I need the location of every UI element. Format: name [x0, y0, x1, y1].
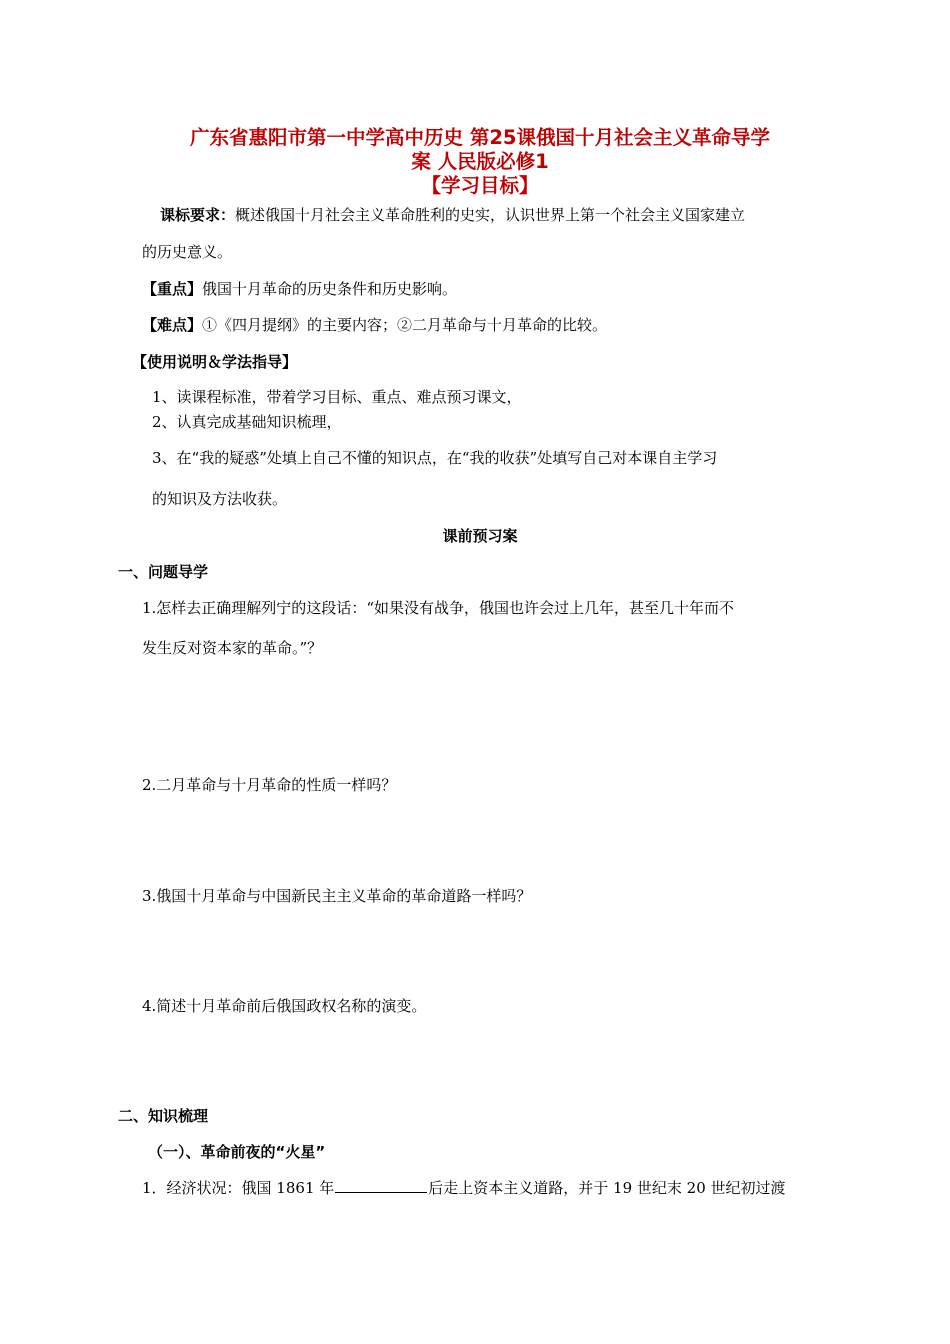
question-3: 3.俄国十月革命与中国新民主主义革命的革命道路一样吗？ — [142, 887, 532, 905]
question-1-line1: 1.怎样去正确理解列宁的这段话：“如果没有战争，俄国也许会过上几年，甚至几十年而不 — [142, 599, 734, 617]
standard-text-line1: 概述俄国十月社会主义革命胜利的史实，认识世界上第一个社会主义国家建立 — [235, 206, 746, 224]
document-title-line2: 案 人民版必修1 — [411, 150, 549, 173]
question-2: 2.二月革命与十月革命的性质一样吗？ — [142, 776, 397, 794]
difficulty-label: 【难点】 — [142, 316, 203, 334]
fill-blank[interactable] — [335, 1178, 427, 1193]
subsection-1-heading: （一）、革命前夜的“火星” — [148, 1143, 326, 1161]
knowledge-item-1-part1: 1．经济状况：俄国 1861 年 — [142, 1179, 335, 1197]
question-4: 4.简述十月革命前后俄国政权名称的演变。 — [142, 997, 427, 1015]
difficulty-text: ①《四月提纲》的主要内容；②二月革命与十月革命的比较。 — [202, 316, 608, 334]
key-text: 俄国十月革命的历史条件和历史影响。 — [202, 280, 458, 298]
instruction-item-1: 1、读课程标准，带着学习目标、重点、难点预习课文， — [152, 388, 522, 406]
preview-heading: 课前预习案 — [442, 527, 518, 545]
instruction-item-3-line2: 的知识及方法收获。 — [152, 490, 288, 508]
knowledge-item-1-part2: 后走上资本主义道路，并于 19 世纪末 20 世纪初过渡 — [428, 1179, 786, 1197]
document-title-line1: 广东省惠阳市第一中学高中历史 第25课俄国十月社会主义革命导学 — [190, 126, 770, 149]
standard-requirement — [160, 205, 745, 225]
question-1-line2: 发生反对资本家的革命。”？ — [142, 639, 323, 657]
key-point — [142, 279, 457, 299]
key-label: 【重点】 — [142, 280, 203, 298]
difficulty-point — [142, 315, 607, 335]
section-1-heading: 一、问题导学 — [118, 563, 209, 581]
learning-objectives-heading: 【学习目标】 — [421, 174, 539, 197]
standard-text-line2: 的历史意义。 — [142, 243, 233, 261]
knowledge-item-1 — [142, 1178, 786, 1198]
instructions-heading: 【使用说明＆学法指导】 — [132, 353, 298, 371]
section-2-heading: 二、知识梳理 — [118, 1107, 209, 1125]
standard-label: 课标要求： — [160, 206, 236, 224]
instruction-item-3-line1: 3、在“我的疑惑”处填上自己不懂的知识点，在“我的收获”处填写自己对本课自主学习 — [152, 449, 718, 467]
instruction-item-2: 2、认真完成基础知识梳理， — [152, 413, 342, 431]
